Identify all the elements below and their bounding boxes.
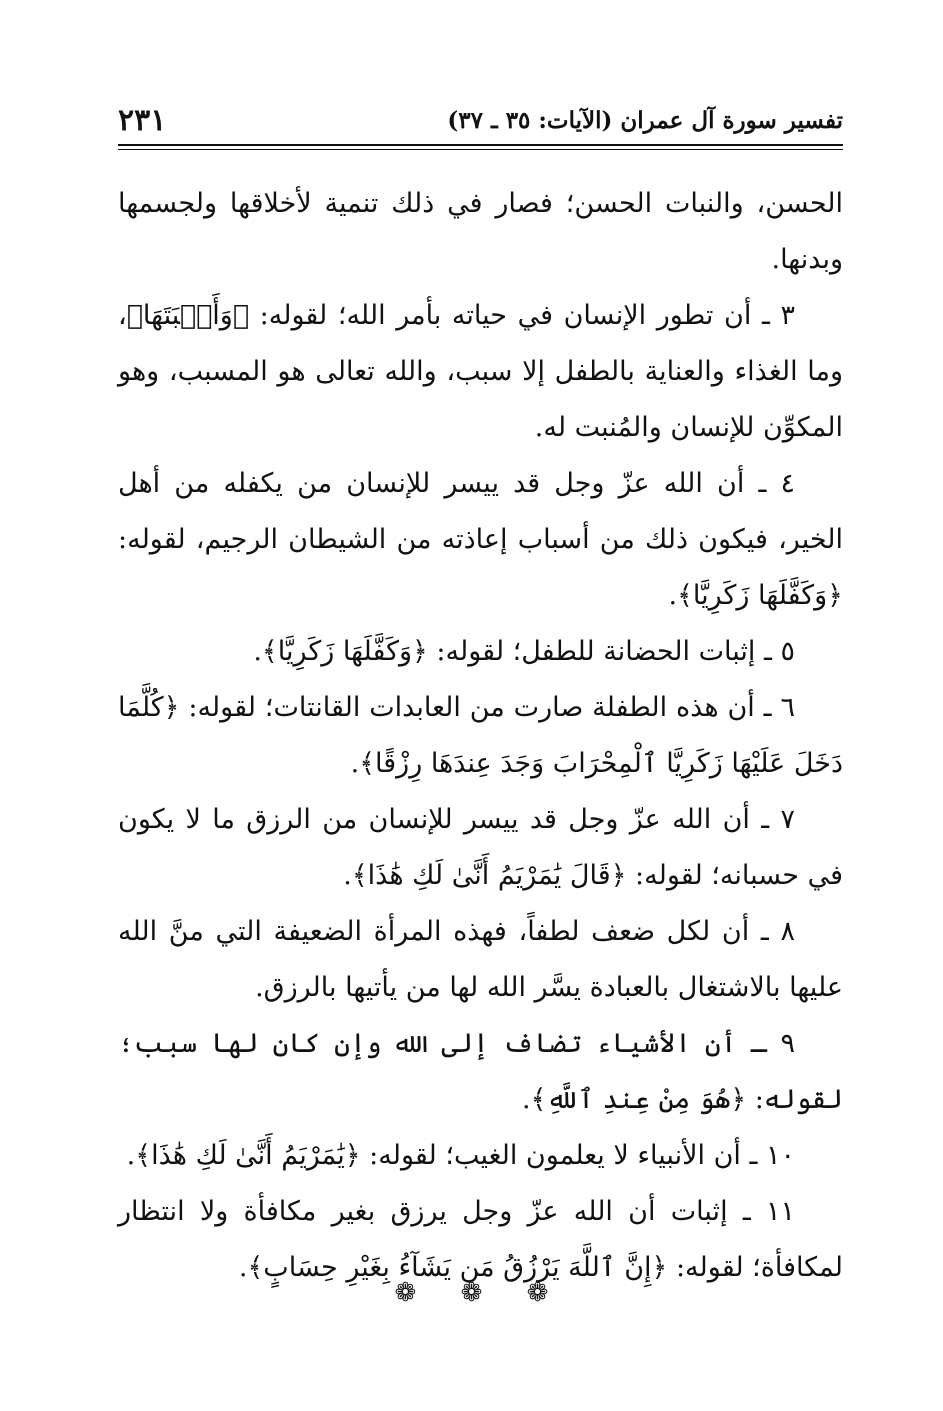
list-item-11: ١١ ـ إثبات أن الله عزّ وجل يرزق بغير مكافأة ولا انتظار لمكافأة؛ لقوله: ﴿إِنَّ ٱللَّهَ يَرْزُقُ مَن يَشَآءُ بِغَيْرِ حِسَابٍ﴾.: [118, 1196, 843, 1283]
list-item-8: ٨ ـ أن لكل ضعف لطفاً، فهذه المرأة الضعيفة التي منَّ الله عليها بالاشتغال بالعبادة يسَّر الله لها من يأتيها بالرزق.: [118, 916, 843, 1003]
running-title: تفسير سورة آل عمران (الآيات: ٣٥ ـ ٣٧): [447, 106, 843, 134]
paragraph-continuation: الحسن، والنبات الحسن؛ فصار في ذلك تنمية لأخلاقها ولجسمها وبدنها.: [118, 188, 843, 275]
page-number: ٢٣١: [118, 102, 167, 138]
header-rule: [118, 144, 843, 146]
list-item-10: ١٠ ـ أن الأنبياء لا يعلمون الغيب؛ لقوله: ﴿يَٰمَرْيَمُ أَنَّىٰ لَكِ هَٰذَا﴾.: [126, 1140, 795, 1171]
list-item-9: ٩ ـ أن الأشياء تضاف إلى الله وإن كان لها سبب؛ لقوله: ﴿هُوَ مِنْ عِندِ ٱللَّهِ﴾.: [118, 1028, 843, 1115]
list-item-6: ٦ ـ أن هذه الطفلة صارت من العابدات القانتات؛ لقوله: ﴿كُلَّمَا دَخَلَ عَلَيْهَا زَكَرِيَّا ٱلْمِحْرَابَ وَجَدَ عِندَهَا رِزْقًا﴾.: [118, 692, 843, 779]
list-item-7: ٧ ـ أن الله عزّ وجل قد ييسر للإنسان من الرزق ما لا يكون في حسبانه؛ لقوله: ﴿قَالَ يَٰمَرْيَمُ أَنَّىٰ لَكِ هَٰذَا﴾.: [118, 804, 843, 891]
page-body: [118, 176, 843, 1296]
list-item-3: ٣ ـ أن تطور الإنسان في حياته بأمر الله؛ لقوله: ﴿وَأَنۢبَتَهَا﴾، وما الغذاء والعناية بالطفل إلا سبب، والله تعالى هو المسبب، وهو المكوِّن للإنسان والمُنبت له.: [118, 300, 843, 443]
header-rule-thin: [118, 149, 843, 150]
list-item-5: ٥ ـ إثبات الحضانة للطفل؛ لقوله: ﴿وَكَفَّلَهَا زَكَرِيَّا﴾.: [253, 636, 795, 667]
list-item-4: ٤ ـ أن الله عزّ وجل قد ييسر للإنسان من يكفله من أهل الخير، فيكون ذلك من أسباب إعاذته من الشيطان الرجيم، لقوله: ﴿وَكَفَّلَهَا زَكَرِيَّا﴾.: [118, 468, 843, 611]
section-end-ornament-icon: ❁ ❁ ❁: [394, 1278, 567, 1308]
page-header: [118, 98, 843, 142]
